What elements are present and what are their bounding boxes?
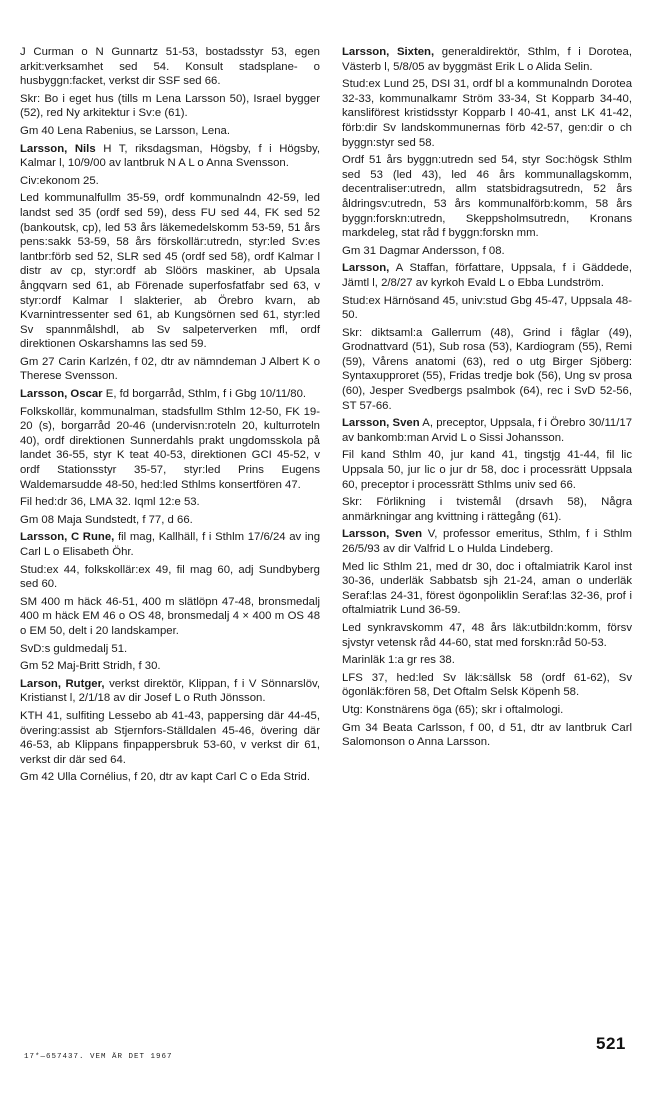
biography-paragraph <box>20 709 320 767</box>
biography-paragraph <box>20 770 320 785</box>
paragraph-text: generaldirektör, Sthlm, f i Dorotea, Västerb l, 5/8/05 av byggmäst Erik L o Alida Selin. <box>342 46 632 73</box>
paragraph-text: Gm 40 Lena Rabenius, se Larsson, Lena. <box>20 124 230 137</box>
paragraph-text: SvD:s guldmedalj 51. <box>20 642 128 655</box>
biography-paragraph <box>342 653 632 668</box>
paragraph-text: Gm 52 Maj-Britt Stridh, f 30. <box>20 660 161 673</box>
paragraph-text: H T, riksdagsman, Högsby, f i Högsby, Kalmar l, 10/9/00 av lantbruk N A L o Anna Svensson. <box>20 142 320 170</box>
biography-entry-heading <box>342 261 632 290</box>
biography-paragraph <box>20 563 320 592</box>
biography-paragraph <box>20 595 320 639</box>
biography-paragraph <box>342 244 632 259</box>
person-name: Larsson, Oscar <box>20 388 103 401</box>
biography-entry-heading <box>20 677 320 706</box>
paragraph-text: Led kommunalfullm 35-59, ordf kommunalndn 42-59, led landst sed 35 (ordf sed 59), dess FU sed 44, FK sed 52 (bankoutsk, cp), led 53 års läkemedelskomm 53-59, 51 års pens:sakk 53-59, 58 års förskollär:utredn, styr:led Sv:es lantbr:förb sed 52, SLR sed 45 (ordf sed 58), ordf Kalmar l distr av cp, styr:ordf ab Slöörs maskiner, ab Upsala ångqvarn sed 61, ab Förenade superfosfatfabr sed 63, v styr:ordf Kalmar l slakterier, ab Örebro kvarn, ab Kvarnintressenter sed 61, ab Kungsörnen sed 61, styr:led Sv spannmålshdl, ab Sv salpeterverken mfl, ordf direktionen Oskarshamns las sed 59. <box>20 192 320 351</box>
biography-entry-heading <box>342 45 632 74</box>
paragraph-text: Led synkravskomm 47, 48 års läk:utbildn:komm, försv sjvstyr vetensk råd 44-60, stat med forskn:råd 50-53. <box>342 621 632 649</box>
paragraph-text: Skr: Förlikning i tvistemål (drsavh 58), Några anmärkningar ang kvittning i rättegång (61). <box>342 496 632 523</box>
biography-entry-heading <box>342 527 632 556</box>
person-name: Larsson, C Rune, <box>20 531 115 544</box>
biography-paragraph <box>342 495 632 524</box>
paragraph-text: Gm 34 Beata Carlsson, f 00, d 51, dtr av lantbruk Carl Salomonson o Anna Larsson. <box>342 721 632 749</box>
paragraph-text: Stud:ex Lund 25, DSI 31, ordf bl a kommunalndn Dorotea 32-33, kommunalkamr Ström 33-34, St Kopparb 34-40, kansliförest kristidsstyr Kopparb l 40-41, anst LK 41-42, förb:dir Sv landskommunernas förb 42-57, gen:dir o ch byggn:styr sed 58. <box>342 78 632 149</box>
biography-paragraph <box>20 642 320 657</box>
biography-entry-heading <box>20 142 320 171</box>
paragraph-text: fil mag, Kallhäll, f i Sthlm 17/6/24 av ing Carl L o Elisabeth Öhr. <box>20 531 320 558</box>
person-name: Larsson, Sven <box>342 417 420 430</box>
paragraph-text: Gm 42 Ulla Cornélius, f 20, dtr av kapt Carl C o Eda Strid. <box>20 771 311 784</box>
paragraph-text: V, professor emeritus, Sthlm, f i Sthlm 26/5/93 av dir Valfrid L o Hulda Lindeberg. <box>342 528 632 555</box>
paragraph-text: Gm 08 Maja Sundstedt, f 77, d 66. <box>20 513 193 526</box>
biography-paragraph <box>342 721 632 750</box>
right-column <box>342 45 632 750</box>
biography-paragraph <box>342 153 632 241</box>
person-name: Larson, Rutger, <box>20 677 105 690</box>
biography-paragraph <box>342 294 632 323</box>
biography-paragraph <box>20 355 320 384</box>
biography-paragraph <box>20 92 320 121</box>
paragraph-text: Skr: diktsaml:a Gallerrum (48), Grind i fåglar (49), Grodnattvard (51), Sub rosa (53), Kardiogram (55), Remi (59), Vårens anatomi (63), red o utg Birger Sjöberg: Syntaxupproret (55), Fridas tredje bok (56), Ung sv prosa (60), Jesper Svedbergs psalmbok (64), rec i SvD 52-56, ST 57-66. <box>342 326 632 412</box>
paragraph-text: Utg: Konstnärens öga (65); skr i oftalmologi. <box>342 703 564 716</box>
person-name: Larsson, <box>342 262 390 275</box>
paragraph-text: A, preceptor, Uppsala, f i Örebro 30/11/17 av bankomb:man Arvid L o Sissi Johansson. <box>342 417 633 444</box>
biography-paragraph <box>20 659 320 674</box>
paragraph-text: Civ:ekonom 25. <box>20 174 99 187</box>
paragraph-text: Med lic Sthlm 21, med dr 30, doc i oftalmiatrik Karol inst 30-36, underläk Sabbatsb sjh 21-24, aman o underläk Seraf:las 24-31, förest ögonpoliklin Seraf:las 32-36, prof i oftalmiatrik Lund 36-59. <box>342 560 632 617</box>
biography-paragraph <box>342 326 632 414</box>
biography-paragraph <box>20 513 320 528</box>
paragraph-text: Stud:ex Härnösand 45, univ:stud Gbg 45-47, Uppsala 48-50. <box>342 294 632 322</box>
paragraph-text: verkst direktör, Klippan, f i V Sönnarslöv, Kristianst l, 2/1/18 av dir Josef L o Ruth Jönsson. <box>20 677 320 705</box>
person-name: Larsson, Sixten, <box>342 46 435 58</box>
biography-paragraph <box>342 621 632 650</box>
biography-paragraph <box>20 405 320 493</box>
biography-paragraph <box>342 77 632 150</box>
page-number: 521 <box>596 1034 626 1053</box>
paragraph-text: J Curman o N Gunnartz 51-53, bostadsstyr 53, egen arkit:verksamhet sed 54. Konsult stadsplane- o husbyggn:facket, verkst dir SSF sed 66. <box>20 46 320 88</box>
biography-entry-heading <box>342 416 632 445</box>
paragraph-text: SM 400 m häck 46-51, 400 m slätlöpn 47-48, bronsmedalj 400 m häck EM 46 o OS 48, bronsmedalj 4 × 400 m OS 48 o EM 50, delt i 20 landskamper. <box>20 595 320 637</box>
paragraph-text: Marinläk 1:a gr res 38. <box>342 654 455 667</box>
paragraph-text: Fil hed:dr 36, LMA 32. Iqml 12:e 53. <box>20 496 200 509</box>
paragraph-text: Skr: Bo i eget hus (tills m Lena Larsson 50), Israel bygger (52), red Ny arkitektur i Sv:e (61). <box>20 92 320 120</box>
biography-entry-heading <box>20 530 320 559</box>
biography-paragraph <box>20 495 320 510</box>
biography-paragraph <box>20 45 320 89</box>
paragraph-text: Gm 27 Carin Karlzén, f 02, dtr av nämndeman J Albert K o Therese Svensson. <box>20 355 320 383</box>
paragraph-text: Fil kand Sthlm 40, jur kand 41, tingstjg 41-44, fil lic Uppsala 50, jur lic o jur dr 58, doc i processrätt Uppsala 60, preceptor i processrätt Sthlms univ sed 66. <box>342 449 632 491</box>
biography-entry-heading <box>20 387 320 402</box>
biography-paragraph <box>342 560 632 618</box>
printer-line: 17*—657437. VEM ÄR DET 1967 <box>24 1053 173 1061</box>
person-name: Larsson, Sven <box>342 528 423 541</box>
biography-paragraph <box>342 671 632 700</box>
biography-paragraph <box>20 191 320 352</box>
paragraph-text: Folkskollär, kommunalman, stadsfullm Sthlm 12-50, FK 19-20 (s), borgarråd 20-46 (undervisn:roteln 20, kulturroteln 40), ordf direktionen Sunnerdahls prakt ungdomsskola på landet 36-55, styr K teat 40-53, direktionen GCI 45-52, v ordf Stationsstyr 35-57, styr:led Prins Eugens Waldemarsudde 48-50, hed:led Sthlms konsertfören 47. <box>20 405 320 491</box>
person-name: Larsson, Nils <box>20 142 96 155</box>
paragraph-text: Gm 31 Dagmar Andersson, f 08. <box>342 244 505 257</box>
paragraph-text: A Staffan, författare, Uppsala, f i Gäddede, Jämtl l, 2/8/27 av kyrkoh Evald L o Ebba Lundström. <box>342 262 632 289</box>
biography-paragraph <box>342 448 632 492</box>
paragraph-text: Ordf 51 års byggn:utredn sed 54, styr Soc:högsk Sthlm sed 53 (led 43), led 46 års kommunallagskomm, decentraliser:utredn, allm statsbidragsutredn, 52 års åldringsv:utredn, 53 års kommunalförb:komm, 58 års byggn:forskn:utredn, Skeppsholmsutredn, Kronans markdeleg, stat råd f byggn:forskn mm. <box>342 154 632 240</box>
paragraph-text: KTH 41, sulfiting Lessebo ab 41-43, pappersing där 44-45, övering:assist ab Stjernfors-Ställdalen 45-46, övering där 46-53, ab Klippans finpappersbruk 53-60, v verkst dir 61, verkst dir där sed 64. <box>20 709 320 766</box>
paragraph-text: E, fd borgarråd, Sthlm, f i Gbg 10/11/80. <box>102 388 307 401</box>
biography-paragraph <box>20 174 320 189</box>
biography-paragraph <box>342 703 632 718</box>
paragraph-text: LFS 37, hed:led Sv läk:sällsk 58 (ordf 61-62), Sv ögonläk:fören 58, Det Oftalm Selsk Köpenh 58. <box>342 671 632 699</box>
paragraph-text: Stud:ex 44, folkskollär:ex 49, fil mag 60, adj Sundbyberg sed 60. <box>20 563 320 591</box>
biography-paragraph <box>20 124 320 139</box>
left-column <box>20 45 320 785</box>
